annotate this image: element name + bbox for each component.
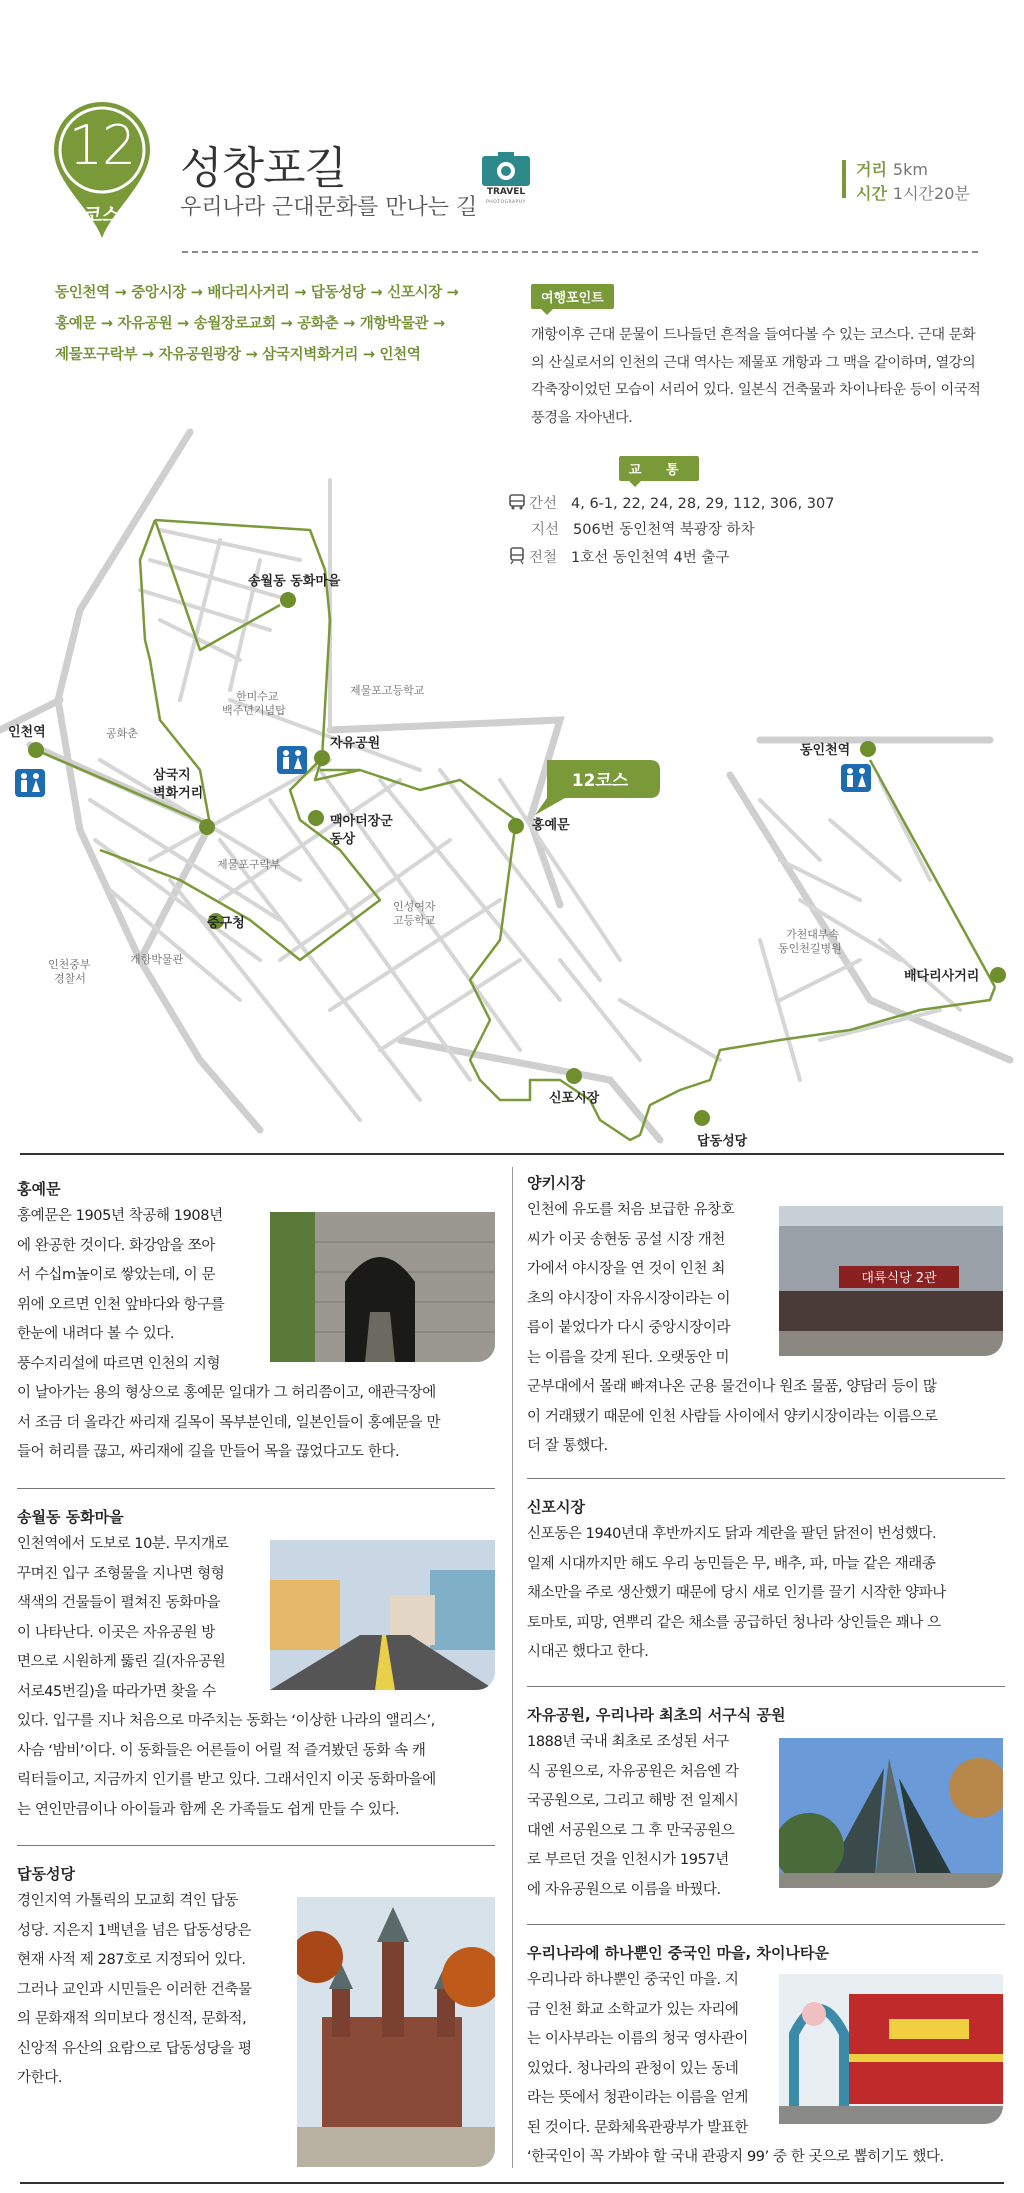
hongyemun-photo — [270, 1212, 495, 1362]
course-label: 코스 — [83, 204, 121, 226]
distance-key: 거리 — [856, 160, 887, 179]
page-subtitle: 우리나라 근대문화를 만나는 길 — [180, 195, 478, 220]
label-museum: 개항박물관 — [130, 953, 184, 966]
course-tag: 12코스 — [571, 771, 629, 791]
label-dapdong: 답동성당 — [697, 1134, 748, 1149]
jayu-park-photo — [779, 1738, 1003, 1888]
travel-logo-subtext: PHOTOGRAPHY — [486, 200, 526, 205]
label-dongincheon: 동인천역 — [800, 743, 851, 758]
divider — [527, 1478, 1005, 1479]
section-text-sinpo: 신포동은 1940년대 후반까지도 닭과 계란을 팔던 닭전이 번성했다. 일제 시대까지만 해도 우리 농민들은 무, 배추, 파, 마늘 같은 재래종 채소만을 주로 생산했기 때문에 당시 새로 인기를 끌기 시작한 양파나 토마토, 피망, 연뿌리 같은 채소를 공급하던 청나라 상인들은 꽤나 으 시대곤 했다고 한다. — [527, 1526, 946, 1660]
label-baedari: 배다리사거리 — [904, 969, 980, 984]
label-macarthur-2: 동상 — [330, 832, 356, 847]
minor-roads — [90, 480, 960, 1120]
label-jayu-park: 자유공원 — [330, 736, 381, 751]
label-girls-2: 고등학교 — [393, 914, 436, 927]
route-line-3: 제물포구락부 → 자유공원광장 → 삼국지벽화거리 → 인천역 — [55, 347, 421, 363]
label-samguk-2: 벽화거리 — [153, 786, 204, 801]
route-line-1: 동인천역 → 중앙시장 → 배다리사거리 → 답동성당 → 신포시장 → — [55, 285, 459, 301]
yangki-market-photo — [779, 1206, 1003, 1356]
travel-logo-text: TRAVEL — [486, 187, 526, 197]
songwol-photo — [270, 1540, 495, 1690]
label-songwol: 송월동 동화마을 — [248, 574, 341, 589]
section-title-sinpo: 신포시장 — [527, 1498, 585, 1516]
photo-sign: 대륙식당 2관 — [861, 1271, 937, 1286]
distance-value: 5km — [892, 160, 928, 179]
label-sinpo: 신포시장 — [549, 1091, 600, 1106]
label-gonghwachun: 공화춘 — [106, 727, 138, 740]
section-text-jayu: 1888년 국내 최초로 조성된 서구 식 공원으로, 자유공원은 처음엔 각 국공원으로, 그리고 해방 전 일제시 대엔 서공원으로 그 후 만국공원으 로 부르던 것을 인천시가 1957년 에 자유공원으로 이름을 바꿨다. — [527, 1734, 739, 1898]
label-hongye: 홍예문 — [532, 818, 570, 833]
label-jemulpo: 제물포구락부 — [217, 858, 281, 871]
route-list — [55, 278, 495, 371]
label-hospital-2: 동인천길병원 — [778, 942, 842, 955]
section-title-dapdong: 답동성당 — [17, 1865, 75, 1883]
page-title: 성창포길 — [180, 143, 347, 194]
divider — [527, 1686, 1005, 1687]
branch-key: 지선 — [531, 522, 560, 538]
camera-icon — [478, 150, 534, 206]
time-value: 1시간20분 — [892, 184, 970, 203]
column-divider — [512, 1167, 513, 2168]
route-line-2: 홍예문 → 자유공원 → 송월장로교회 → 공화춘 → 개항박물관 → — [55, 316, 445, 332]
section-divider — [20, 1153, 1004, 1155]
section-text-yangki: 인천에 유도를 처음 보급한 유창호 씨가 이곳 송현동 공설 시장 개천 가에서 야시장을 연 것이 인천 최 초의 야시장이 자유시장이라는 이 름이 붙었다가 다시 중앙시장이라 는 이름을 갖게 된다. 오랫동안 미 군부대에서 몰래 빠져나온 군용 물건이나 원조 물품, 양담러 등이 많 이 거래됐기 때문에 인천 사람들 사이에서 양키시장이라는 이름으로 더 잘 통했다. — [527, 1202, 938, 1454]
travel-point-text: 개항이후 근대 문물이 드나들던 흔적을 들여다볼 수 있는 코스다. 근대 문화의 산실로서의 인천의 근대 역사는 제물포 개항과 그 맥을 같이하며, 열강의 각축장이었던 모습이 서리어 있다. 일본식 건축물과 차이나타운 등이 이국적 풍경을 자아낸다. — [531, 327, 981, 426]
time-info — [856, 181, 970, 204]
bus-key: 간선 — [529, 496, 558, 512]
divider — [527, 1924, 1005, 1925]
label-hanmi-1: 한미수교 — [236, 690, 279, 703]
section-text-dapdong: 경인지역 가톨릭의 모교회 격인 답동 성당. 지은지 1백년을 넘은 답동성당은 현재 사적 제 287호로 지정되어 있다. 그러나 교인과 시민들은 이러한 건축물 의 문화재적 의미보다 정신적, 문화적, 신앙적 유산의 요람으로 답동성당을 평 가한다. — [17, 1893, 252, 2086]
label-police-1: 인천중부 — [48, 958, 91, 971]
info-bar — [842, 160, 846, 198]
section-text-songwol: 인천역에서 도보로 10분. 무지개로 꾸며진 입구 조형물을 지나면 형형 색색의 건물들이 펼쳐진 동화마을 이 나타난다. 이곳은 자유공원 방 면으로 시원하게 뚫린 길(자유공원 서로45번길)을 따라가면 찾을 수 있다. 입구를 지나 처음으로 마주치는 동화는 ‘이상한 나라의 앨리스’, 사슴 ‘밤비’이다. 이 동화들은 어른들이 어릴 적 즐겨봤던 동화 속 캐 릭터들이고, 지금까지 인기를 받고 있다. 그래서인지 이곳 동화마을에 는 연인만큼이나 아이들과 함께 온 가족들도 쉽게 만들 수 있다. — [17, 1536, 436, 1818]
chinatown-photo — [779, 1974, 1003, 2124]
label-macarthur-1: 맥아더장군 — [330, 814, 393, 829]
label-hanmi-2: 백주년기념탑 — [222, 704, 286, 717]
section-text-chinatown: 우리나라 하나뿐인 중국인 마을. 지 금 인천 화교 소학교가 있는 자리에 는 이사부라는 이름의 청국 영사관이 있었다. 청나라의 관청이 있는 동네 라는 뜻에서 청관이라는 이름을 얻게 된 것이다. 문화체육관광부가 발표한 ‘한국인이 꼭 가봐야 할 국내 관광지 99’ 중 한 곳으로 뽑히기도 했다. — [527, 1972, 944, 2165]
transport-badge: 교 통 — [619, 456, 699, 481]
divider — [17, 1488, 495, 1489]
section-text-hongyemun: 홍예문은 1905년 착공해 1908년 에 완공한 것이다. 화강암을 쪼아 서 수십m높이로 쌓았는데, 이 문 위에 오르면 인천 앞바다와 항구를 한눈에 내려다 볼 수 있다. 풍수지리설에 따르면 인천의 지형 이 날아가는 용의 형상으로 홍예문 일대가 그 허리쯤이고, 애관극장에 서 조금 더 올라간 싸리재 길목이 목부분인데, 일본인들이 홍예문을 만 들어 허리를 끊고, 싸리재에 길을 만들어 목을 끊었다고도 한다. — [17, 1208, 441, 1460]
course-number: 12 — [68, 114, 136, 177]
section-title-hongyemun: 홍예문 — [17, 1180, 61, 1198]
section-title-yangki: 양키시장 — [527, 1174, 585, 1192]
time-key: 시간 — [856, 184, 887, 203]
distance-info — [856, 157, 928, 180]
label-police-2: 경찰서 — [54, 972, 86, 985]
dapdong-cathedral-photo — [297, 1897, 495, 2167]
label-junggu: 중구청 — [207, 916, 245, 931]
label-hospital-1: 가천대부속 — [786, 928, 840, 941]
label-incheon-station: 인천역 — [8, 725, 46, 740]
section-title-chinatown: 우리나라에 하나뿐인 중국인 마을, 차이나타운 — [527, 1944, 829, 1962]
bus-value: 4, 6-1, 22, 24, 28, 29, 112, 306, 307 — [571, 496, 835, 512]
subway-value: 1호선 동인천역 4번 출구 — [571, 550, 730, 566]
subway-key: 전철 — [529, 550, 558, 566]
travel-point-badge: 여행포인트 — [531, 284, 614, 309]
label-samguk-1: 삼국지 — [153, 768, 191, 783]
label-school: 제물포고등학교 — [350, 684, 425, 697]
section-title-songwol: 송월동 동화마을 — [17, 1508, 124, 1526]
section-title-jayu: 자유공원, 우리나라 최초의 서구식 공원 — [527, 1706, 786, 1724]
bottom-divider — [20, 2182, 1004, 2184]
branch-value: 506번 동인천역 북광장 하차 — [573, 522, 755, 538]
map-stop-labels — [8, 573, 979, 1149]
label-girls-1: 인성여자 — [393, 900, 436, 913]
divider — [17, 1845, 495, 1846]
route-map — [0, 420, 1024, 1155]
dotted-divider — [182, 251, 978, 253]
